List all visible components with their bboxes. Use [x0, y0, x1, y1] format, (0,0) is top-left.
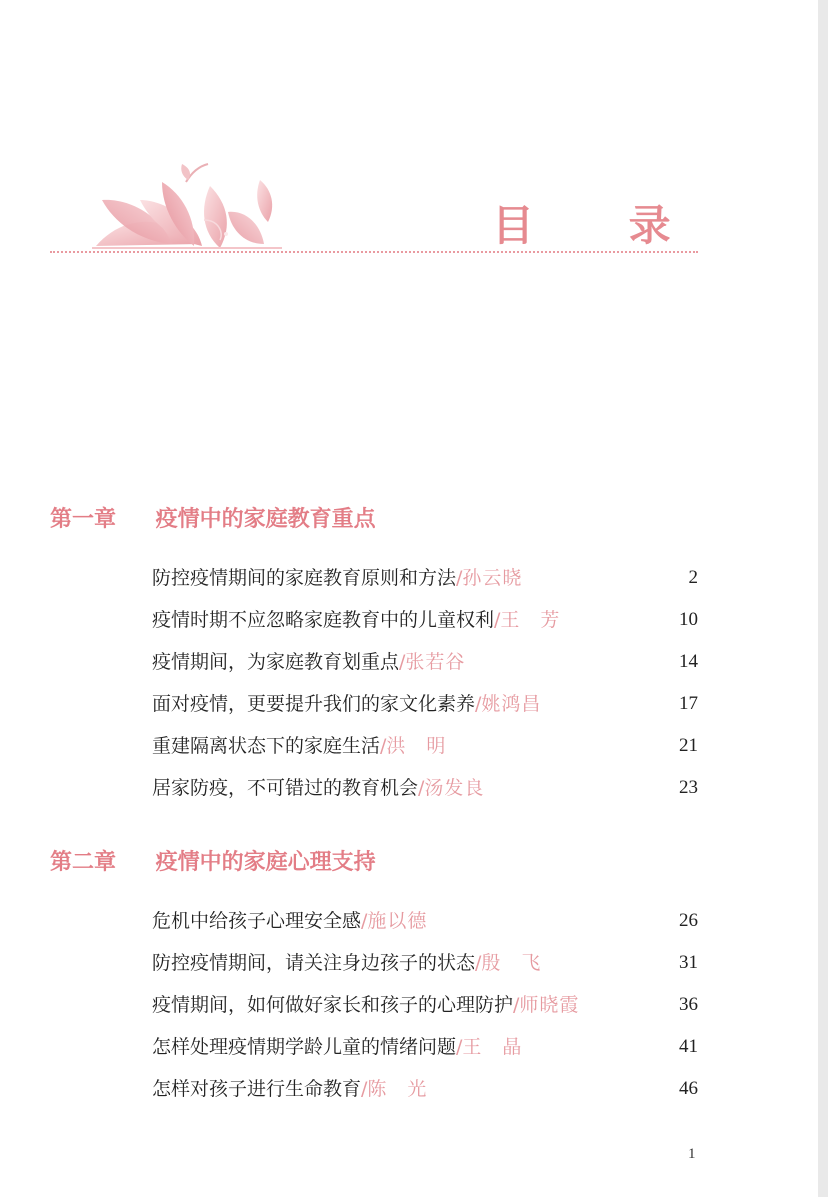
entry-author: 施以德	[367, 910, 428, 932]
title-divider	[50, 251, 698, 253]
entry-author: 殷 飞	[481, 952, 542, 974]
toc-entry-list	[50, 557, 710, 809]
entry-author: 洪 明	[386, 735, 447, 757]
entry-separator: /	[475, 693, 482, 715]
entry-title: 面对疫情，更要提升我们的家文化素养	[152, 693, 476, 715]
toc-entry[interactable]	[50, 641, 710, 683]
entry-separator: /	[361, 910, 368, 932]
entry-title: 重建隔离状态下的家庭生活	[152, 735, 381, 757]
entry-separator: /	[380, 735, 387, 757]
entry-title: 居家防疫，不可错过的教育机会	[152, 777, 419, 799]
entry-author: 汤发良	[424, 777, 485, 799]
entry-separator: /	[475, 952, 482, 974]
page-title: 目 录	[492, 201, 711, 250]
entry-page-number: 21	[679, 735, 698, 756]
toc-entry[interactable]	[50, 557, 710, 599]
toc-entry-list	[50, 900, 710, 1110]
chapter-2	[50, 845, 710, 1126]
entry-separator: /	[494, 609, 501, 631]
entry-page-number: 2	[688, 567, 698, 588]
entry-title: 怎样对孩子进行生命教育	[152, 1078, 362, 1100]
entry-page-number: 36	[679, 994, 698, 1015]
chapter-title: 疫情中的家庭教育重点	[155, 507, 376, 532]
toc-entry[interactable]	[50, 984, 710, 1026]
entry-page-number: 17	[679, 693, 698, 714]
toc-entry[interactable]	[50, 1026, 710, 1068]
entry-title: 疫情期间，如何做好家长和孩子的心理防护	[152, 994, 514, 1016]
entry-author: 师晓霞	[519, 994, 580, 1016]
chapter-number: 第二章	[50, 850, 117, 875]
entry-separator: /	[399, 651, 406, 673]
entry-page-number: 31	[679, 952, 698, 973]
entry-title: 疫情期间，为家庭教育划重点	[152, 651, 400, 673]
chapter-1	[50, 502, 710, 825]
entry-page-number: 14	[679, 651, 698, 672]
toc-entry[interactable]	[50, 942, 710, 984]
entry-page-number: 10	[679, 609, 698, 630]
page-number: 1	[688, 1146, 696, 1162]
chapter-title: 疫情中的家庭心理支持	[155, 850, 376, 875]
entry-title: 疫情时期不应忽略家庭教育中的儿童权利	[152, 609, 495, 631]
chapter-heading[interactable]	[50, 845, 710, 881]
page-edge-strip	[818, 0, 828, 1197]
entry-separator: /	[456, 567, 463, 589]
entry-separator: /	[418, 777, 425, 799]
chapter-heading[interactable]	[50, 502, 710, 538]
entry-separator: /	[456, 1036, 463, 1058]
entry-author: 王 晶	[462, 1036, 523, 1058]
entry-separator: /	[361, 1078, 368, 1100]
toc-entry[interactable]	[50, 725, 710, 767]
entry-author: 王 芳	[500, 609, 561, 631]
entry-author: 张若谷	[405, 651, 466, 673]
flower-petals-icon	[92, 160, 292, 252]
entry-author: 姚鸿昌	[481, 693, 542, 715]
entry-title: 危机中给孩子心理安全感	[152, 910, 362, 932]
toc-entry[interactable]	[50, 1068, 710, 1110]
entry-page-number: 26	[679, 910, 698, 931]
entry-author: 陈 光	[367, 1078, 428, 1100]
entry-page-number: 41	[679, 1036, 698, 1057]
entry-title: 防控疫情期间，请关注身边孩子的状态	[152, 952, 476, 974]
entry-page-number: 46	[679, 1078, 698, 1099]
entry-separator: /	[513, 994, 520, 1016]
toc-entry[interactable]	[50, 767, 710, 809]
entry-title: 怎样处理疫情期学龄儿童的情绪问题	[152, 1036, 457, 1058]
toc-entry[interactable]	[50, 900, 710, 942]
entry-title: 防控疫情期间的家庭教育原则和方法	[152, 567, 457, 589]
chapter-number: 第一章	[50, 507, 117, 532]
toc-entry[interactable]	[50, 683, 710, 725]
entry-page-number: 23	[679, 777, 698, 798]
toc-entry[interactable]	[50, 599, 710, 641]
entry-author: 孙云晓	[462, 567, 523, 589]
